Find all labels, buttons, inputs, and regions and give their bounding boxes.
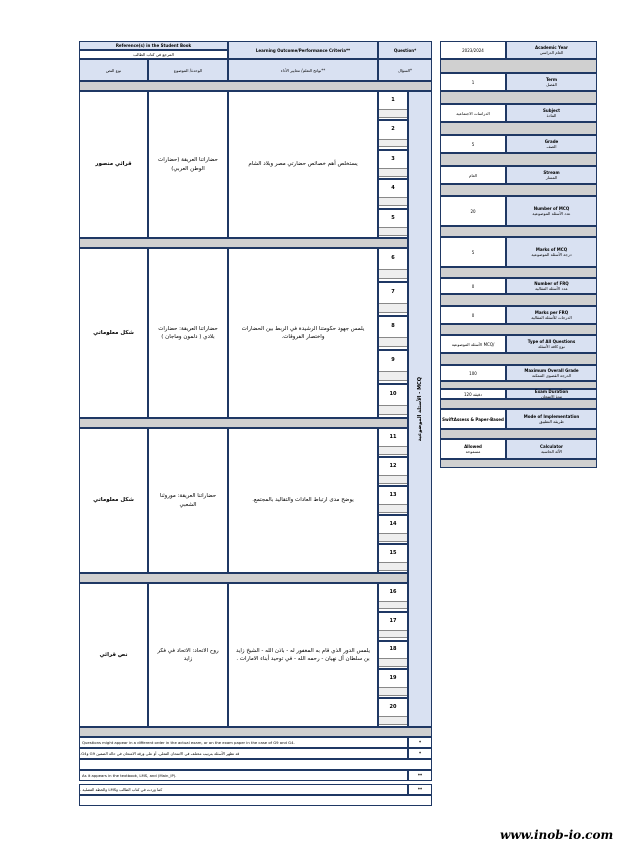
unit-header: الوحدة/ الموضوع [148, 59, 228, 81]
mcq-side-label [408, 91, 432, 727]
unit-cell: روح الاتحاد: الاتحاد في فكر زايد [148, 583, 228, 727]
separator-bar [79, 573, 408, 583]
info-separator [440, 226, 597, 237]
info-value [440, 41, 506, 59]
info-label [506, 389, 597, 399]
answer-line [379, 687, 407, 696]
info-value-text: Allowed [464, 444, 482, 449]
info-value [440, 389, 506, 399]
info-separator [440, 267, 597, 278]
question-number: 2 [391, 126, 395, 133]
info-value-text: 2023/2024 [462, 47, 484, 53]
question-number: 19 [389, 675, 397, 682]
info-label [506, 135, 597, 153]
answer-line [379, 601, 407, 610]
info-label-en: Number of MCQ [533, 206, 570, 211]
info-label-ar: المادة [546, 113, 557, 118]
question-number: 4 [391, 185, 395, 192]
info-label [506, 335, 597, 353]
info-separator [440, 459, 597, 468]
outcome-cell: يلمس الدور الذي قام به المغفور له - باذن الله - الشيخ زايد بن سلطان آل نهيان - رحمه الله - في توحيد أبناء الامارات . [228, 583, 378, 727]
question-number: 16 [389, 588, 397, 595]
info-value [440, 166, 506, 184]
ref-header-ar: المرجع في كتاب الطالب [79, 50, 228, 59]
question-number: 10 [389, 391, 397, 398]
answer-line [379, 337, 407, 347]
info-label-en: Calculator [540, 444, 563, 449]
question-number: 15 [389, 549, 397, 556]
text-type-cell: قرائي منصور [79, 91, 148, 238]
info-value-text: 120 دقيقة [464, 391, 482, 397]
info-label-en: Exam Duration [534, 389, 569, 394]
question-number: 18 [389, 646, 397, 653]
note-mark: ** [408, 770, 432, 781]
info-label [506, 365, 597, 381]
answer-line [379, 475, 407, 484]
answer-line [379, 658, 407, 667]
text-type-cell: نص قرائي [79, 583, 148, 727]
unit-cell: حضاراتنا العريقة: موروثنا الشعبي [148, 428, 228, 573]
outcome-header-ar: نواتج التعلم/ معايير الأداء** [228, 59, 378, 81]
info-label-ar: الصف [546, 144, 557, 149]
watermark: www.inob-io.com [500, 828, 614, 842]
info-value [440, 439, 506, 459]
info-label-ar: عدد الأسئلة المقالية [535, 286, 568, 291]
info-value-text: 20 [470, 208, 476, 214]
info-label-en: Stream [543, 170, 560, 175]
info-label [506, 104, 597, 122]
info-label-ar: نوع كافة الأسئلة [538, 344, 565, 349]
text-type-cell: شكل معلوماتي [79, 248, 148, 418]
info-value [440, 306, 506, 324]
outcome-cell: يستخلص أهم خصائص حضارتي مصر وبلاد الشام [228, 91, 378, 238]
info-label-en: Maximum Overall Grade [524, 368, 579, 373]
info-value-ar: مسموحة [465, 449, 481, 454]
question-number: 20 [389, 703, 397, 710]
info-label [506, 439, 597, 459]
text-type-header: نوع النص [79, 59, 148, 81]
note-mark: * [408, 748, 432, 759]
info-separator [440, 381, 597, 389]
info-value [440, 365, 506, 381]
info-separator [440, 153, 597, 166]
question-header-ar: السؤال* [378, 59, 432, 81]
question-number: 6 [391, 255, 395, 262]
info-label-en: Marks of MCQ [535, 247, 568, 252]
answer-line [379, 139, 407, 148]
info-separator [440, 122, 597, 135]
info-label [506, 278, 597, 294]
question-number: 3 [391, 155, 395, 162]
info-label-ar: الدرجة القصوى الممكنة [531, 373, 572, 378]
question-number: 14 [389, 520, 397, 527]
question-number: 11 [389, 433, 397, 440]
info-value [440, 104, 506, 122]
info-value [440, 196, 506, 226]
info-label [506, 237, 597, 267]
outcome-cell: يوضح مدى ارتباط العادات والتقاليد بالمجتمع. [228, 428, 378, 573]
answer-line [379, 371, 407, 381]
question-number: 9 [391, 357, 395, 364]
answer-line [379, 405, 407, 415]
question-number: 12 [389, 462, 397, 469]
separator-bar [79, 238, 408, 248]
info-label-ar: العام الدراسي [539, 50, 564, 55]
note-spacer [79, 759, 432, 770]
note-text: As it appears in the textbook, LMS, and (Main_IP). [79, 770, 408, 781]
answer-line [379, 630, 407, 639]
unit-cell: حضاراتنا العريقة (حضارات الوطن العربي) [148, 91, 228, 238]
outcome-cell: يلمس جهود حكومتنا الرشيدة في الربط بين الحضارات واختصار الفروقات. [228, 248, 378, 418]
note-spacer [79, 795, 432, 806]
separator-bar [79, 727, 432, 737]
info-value [440, 335, 506, 353]
info-value-text: 0 [471, 312, 475, 318]
info-value [440, 409, 506, 429]
answer-line [379, 716, 407, 725]
info-label-ar: الآلة الحاسبة [541, 449, 562, 454]
info-value [440, 135, 506, 153]
info-label-ar: طريقة التطبيق [539, 419, 564, 424]
text-type-cell: شكل معلوماتي [79, 428, 148, 573]
note-mark: ** [408, 784, 432, 795]
question-number: 5 [391, 214, 395, 221]
info-value-text: 100 [469, 370, 477, 376]
answer-line [379, 504, 407, 513]
note-text: كما وردت في كتاب الطالب وLMS والخطة الفصلية . [79, 784, 408, 795]
info-label-en: Subject [543, 108, 560, 113]
ref-header-en: Reference(s) in the Student Book [79, 41, 228, 50]
info-label-en: Type of All Questions [527, 339, 576, 344]
info-label [506, 306, 597, 324]
info-separator [440, 399, 597, 409]
answer-line [379, 197, 407, 206]
answer-line [379, 109, 407, 118]
info-label [506, 41, 597, 59]
note-mark: * [408, 737, 432, 748]
question-header-en: Question* [378, 41, 432, 59]
info-value [440, 278, 506, 294]
outcome-header-en: Learning Outcome/Performance Criteria** [228, 41, 378, 59]
info-label [506, 73, 597, 91]
info-value-text: العام [469, 172, 477, 178]
question-number: 1 [391, 96, 395, 103]
info-label-ar: عدد الأسئلة الموضوعية [532, 211, 571, 216]
info-label-ar: المسار [545, 175, 558, 180]
unit-cell: حضاراتنا العريقة: حضارات بلادي ( دلمون وماجان ) [148, 248, 228, 418]
question-number: 8 [391, 323, 395, 330]
answer-line [379, 303, 407, 313]
info-label-ar: درجة الأسئلة الموضوعية [531, 252, 572, 257]
info-label-en: Academic Year [535, 45, 568, 50]
info-separator [440, 91, 597, 104]
answer-line [379, 533, 407, 542]
info-value-text: SwiftAssess & Paper-Based [442, 416, 504, 422]
info-label-en: Marks per FRQ [534, 310, 569, 315]
info-value [440, 237, 506, 267]
info-value [440, 73, 506, 91]
info-value-text: الأسئلة الموضوعية MCQ/ [451, 341, 495, 347]
info-label-en: Mode of Implementation [523, 414, 580, 419]
separator-bar [79, 418, 408, 428]
info-value-text: 5 [471, 249, 475, 255]
info-value-text: 1 [471, 79, 475, 85]
info-label-ar: الدرجات للأسئلة المقالية [531, 315, 572, 320]
separator-bar [79, 81, 432, 91]
info-value-text: 5 [471, 141, 475, 147]
info-label [506, 166, 597, 184]
answer-line [379, 227, 407, 236]
answer-line [379, 168, 407, 177]
info-label-en: Grade [544, 139, 559, 144]
info-separator [440, 59, 597, 73]
info-separator [440, 324, 597, 335]
info-label-ar: الفصل [546, 82, 557, 87]
info-label-en: Number of FRQ [534, 281, 569, 286]
answer-line [379, 269, 407, 279]
info-separator [440, 353, 597, 365]
question-number: 17 [389, 617, 397, 624]
question-number: 7 [391, 289, 395, 296]
note-text: Questions might appear in a different order in the actual exam, or on the exam paper in the case of G9 and G4. [79, 737, 408, 748]
answer-line [379, 446, 407, 455]
info-value-text: الدراسات الاجتماعية [456, 110, 490, 116]
info-value-text: 0 [471, 283, 475, 289]
info-separator [440, 184, 597, 196]
info-label-en: Term [545, 77, 558, 82]
note-text: قد تظهر الأسئلة بترتيب مختلف في الامتحان الفعلي، أو على ورقة الامتحان في حالة الصفين G9 وG4. [79, 748, 408, 759]
question-number: 13 [389, 491, 397, 498]
info-label [506, 196, 597, 226]
answer-line [379, 562, 407, 571]
info-label [506, 409, 597, 429]
mcq-side-text: الأسئلة الموضوعية - MCQ [416, 376, 423, 442]
info-separator [440, 294, 597, 306]
info-separator [440, 429, 597, 439]
info-label-ar: مدة الامتحان [540, 394, 563, 399]
